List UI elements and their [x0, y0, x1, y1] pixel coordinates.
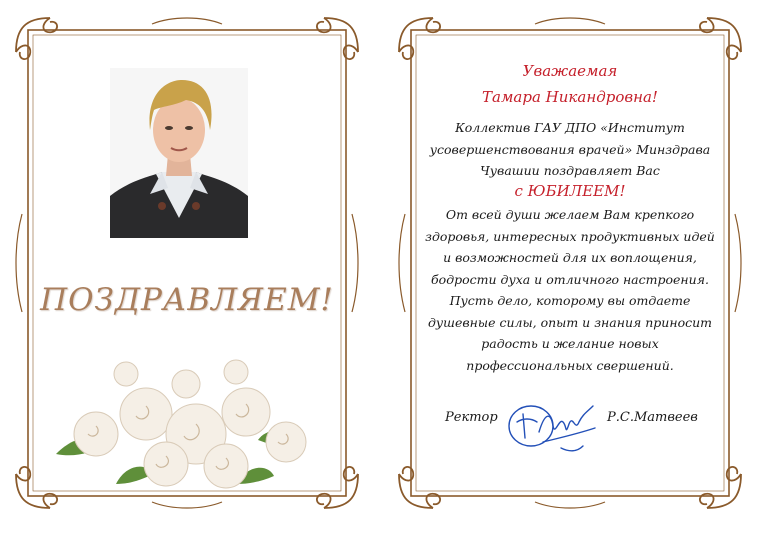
portrait-photo-icon: [110, 68, 248, 238]
wish-line: профессиональных свершений.: [466, 357, 674, 373]
congrats-heading: ПОЗДРАВЛЯЕМ!: [40, 282, 334, 318]
wish-line: здоровья, интересных продуктивных идей: [425, 228, 715, 244]
jubilee-heading: с ЮБИЛЕЕМ!: [514, 182, 626, 200]
white-roses-bouquet-icon: [36, 334, 336, 494]
right-card: [395, 14, 745, 512]
signer-name: Р.С.Матвеев: [607, 410, 698, 425]
handwritten-signature-icon: [503, 392, 603, 460]
wish-line: От всей души желаем Вам крепкого: [445, 207, 695, 222]
rector-label: Ректор: [445, 410, 498, 425]
wish-line: и возможностей для их воплощения,: [443, 250, 697, 265]
wishes-paragraph: [395, 204, 745, 376]
wish-line: бодрости духа и отличного настроения.: [431, 271, 709, 287]
wish-line: радость и желание новых: [481, 336, 659, 351]
intro-line: усовершенствования врачей» Минздрава: [429, 141, 711, 157]
intro-paragraph: [395, 117, 745, 182]
intro-line: Коллектив ГАУ ДПО «Институт: [455, 120, 685, 135]
signature-row: [395, 400, 745, 460]
salutation-line-2: Тамара Никандровна!: [482, 88, 658, 106]
intro-line: Чувашии поздравляет Вас: [480, 163, 660, 178]
wish-line: душевные силы, опыт и знания приносит: [427, 314, 713, 330]
salutation-line-1: Уважаемая: [522, 62, 618, 80]
left-card: [12, 14, 362, 512]
wish-line: Пусть дело, которому вы отдаете: [449, 293, 691, 308]
